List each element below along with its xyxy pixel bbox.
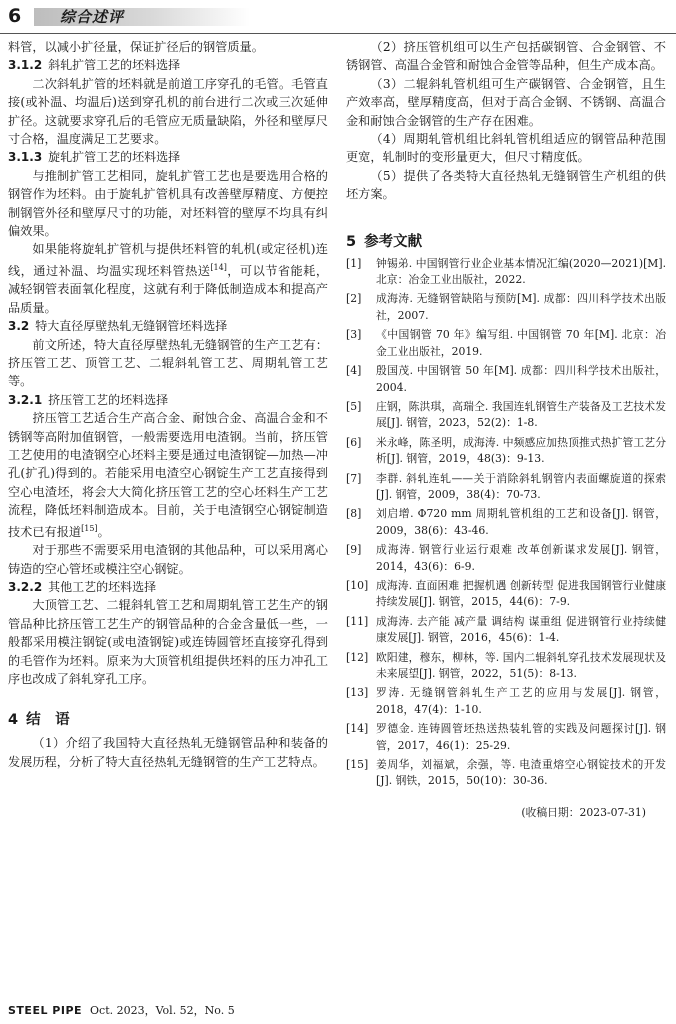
conclusion-1: （1）介绍了我国特大直径热轧无缝钢管品种和装备的发展历程，分析了特大直径热轧无缝钢管的生产工艺特点。 <box>8 736 328 769</box>
reference-text: 成海涛. 钢管行业运行艰难 改革创新谋求发展[J]. 钢管，2014，43(6)：6-9. <box>376 543 666 573</box>
reference-text: 罗德金. 连铸圆管坯热送热装轧管的实践及问题探讨[J]. 钢管，2017，46(1)：25-29. <box>376 722 666 752</box>
conclusion-3: （3）二辊斜轧管机组可生产碳钢管、合金钢管，且生产效率高，壁厚精度高，但对于高合金钢、不锈钢、高温合金和耐蚀合金钢管的生产存在困难。 <box>346 76 666 128</box>
section-title: 挤压管工艺的坯料选择 <box>48 392 169 407</box>
reference-number: [6] <box>346 435 362 449</box>
paragraph-intro: 料管，以减小扩径量，保证扩径后的钢管质量。 <box>8 40 264 54</box>
reference-item <box>346 506 666 539</box>
reference-item <box>346 327 666 360</box>
reference-number: [5] <box>346 399 362 413</box>
paragraph-3-1-2: 二次斜轧扩管的坯料就是前道工序穿孔的毛管。毛管直接(或补温、均温后)送到穿孔机的前台进行二次或三次延伸扩径。这就要求穿孔后的毛管应无质量缺陷，外径和壁厚尺寸合格，温度满足工艺要求。 <box>8 76 328 147</box>
heading-3-2 <box>8 317 328 335</box>
section-number: 3.2.2 <box>8 579 43 594</box>
issue-info: Oct. 2023，Vol. 52，No. 5 <box>90 1004 235 1017</box>
reference-item <box>346 291 666 324</box>
paragraph-3-2-2: 大顶管工艺、二辊斜轧管工艺和周期轧管工艺生产的钢管品种比挤压管工艺生产的钢管品种的合金含量低一些，一般都采用模注钢锭(或电渣钢锭)或连铸圆管坯直接穿孔得到的毛管作为坯料。原来为大顶管机组提供坯料的压力冲孔工序也改成了斜轧穿孔工序。 <box>8 598 328 686</box>
reference-number: [1] <box>346 256 362 270</box>
reference-item <box>346 542 666 575</box>
section-number: 3.2.1 <box>8 392 43 407</box>
heading-3-1-2 <box>8 56 328 74</box>
reference-text: 米永峰，陈圣明，成海涛. 中频感应加热顶推式热扩管工艺分析[J]. 钢管，2019，48(3)：9-13. <box>376 435 666 466</box>
reference-text: 李群. 斜轧连轧——关于消除斜轧钢管内表面螺旋道的探索[J]. 钢管，2009，38(4)：70-73. <box>376 471 666 501</box>
reference-item <box>346 578 666 611</box>
reference-text: 成海涛. 无缝钢管缺陷与预防[M]. 成都：四川科学技术出版社，2007. <box>376 292 666 322</box>
reference-number: [12] <box>346 650 369 664</box>
section-number: 3.1.3 <box>8 150 43 165</box>
reference-item <box>346 614 666 647</box>
reference-text: 欧阳建，穆东，柳林，等. 国内二辊斜轧穿孔技术发展现状及未来展望[J]. 钢管，2022，51(5)：8-13. <box>376 650 666 680</box>
section-label: 综合述评 <box>60 8 125 26</box>
header-rule <box>0 33 676 34</box>
page-header <box>0 0 676 34</box>
paragraph-3-2-1-a <box>8 409 328 541</box>
section-title: 其他工艺的坯料选择 <box>48 579 157 594</box>
section-number: 5 <box>346 233 357 250</box>
citation-14: [14] <box>210 262 227 272</box>
reference-text: 罗涛. 无缝钢管斜轧生产工艺的应用与发展[J]. 钢管，2018，47(4)：1-10. <box>376 686 666 716</box>
journal-name: STEEL PIPE <box>8 1004 83 1017</box>
text-run: 。 <box>97 524 110 539</box>
reference-item <box>346 256 666 289</box>
reference-text: 成海涛. 去产能 减产量 调结构 谋重组 促进钢管行业持续健康发展[J]. 钢管，2016，45(6)：1-4. <box>376 614 666 645</box>
reference-number: [7] <box>346 471 362 485</box>
reference-number: [10] <box>346 578 369 592</box>
reference-text: 庄钢，陈洪琪，高瑞仝. 我国连轧钢管生产装备及工艺技术发展[J]. 钢管，2023，52(2)：1-8. <box>376 399 666 430</box>
section-number: 3.1.2 <box>8 58 43 73</box>
reference-text: 殷国茂. 中国钢管 50 年[M]. 成都：四川科学技术出版社，2004. <box>376 364 666 394</box>
conclusion-5: （5）提供了各类特大直径热轧无缝钢管生产机组的供坯方案。 <box>346 168 666 202</box>
reference-item <box>346 399 666 432</box>
section-number: 3.2 <box>8 319 30 334</box>
section-number: 4 <box>8 712 19 729</box>
reference-text: 姜周华，刘福斌，余强，等. 电渣重熔空心钢锭技术的开发[J]. 钢铁，2015，50(10)：30-36. <box>376 758 666 788</box>
heading-5 <box>346 232 666 252</box>
reference-text: 成海涛. 直面困难 把握机遇 创新转型 促进我国钢管行业健康持续发展[J]. 钢管，2015，44(6)：7-9. <box>376 578 666 609</box>
conclusion-4: （4）周期轧管机组比斜轧管机组适应的钢管品种范围更宽，轧制时的变形量更大，但尺寸精度低。 <box>346 132 666 165</box>
reference-item <box>346 471 666 504</box>
reference-number: [11] <box>346 614 369 628</box>
reference-list <box>346 256 666 790</box>
section-title: 结 语 <box>26 712 70 729</box>
paragraph-3-1-3-a: 与推制扩管工艺相同，旋轧扩管工艺也是要选用合格的钢管作为坯料。由于旋轧扩管机具有改善壁厚精度、方便控制钢管外径和壁厚尺寸的功能，对坯料管的壁厚不均具有纠偏效果。 <box>8 168 328 239</box>
section-title: 参考文献 <box>364 233 423 250</box>
reference-text: 《中国钢管 70 年》编写组. 中国钢管 70 年[M]. 北京：冶金工业出版社，2019. <box>376 328 666 358</box>
reference-item <box>346 685 666 718</box>
reference-number: [14] <box>346 722 369 736</box>
conclusion-2: （2）挤压管机组可以生产包括碳钢管、合金钢管、不锈钢管、高温合金管和耐蚀合金管等品种，但生产成本高。 <box>346 40 666 73</box>
reference-number: [3] <box>346 328 362 342</box>
reference-number: [8] <box>346 507 362 521</box>
section-title: 旋轧扩管工艺的坯料选择 <box>48 150 181 165</box>
right-column <box>346 38 666 822</box>
reference-number: [9] <box>346 543 362 557</box>
heading-3-2-1 <box>8 391 328 409</box>
reference-item <box>346 757 666 790</box>
reference-number: [4] <box>346 364 362 378</box>
reference-number: [15] <box>346 758 369 772</box>
reference-number: [13] <box>346 686 369 700</box>
text-run: 如果能将旋轧扩管机与提供坯料管的轧机(或定径机)连线，通过补温、均温实现坯料管热送 <box>8 242 328 278</box>
reference-item <box>346 721 666 754</box>
reference-item <box>346 363 666 396</box>
heading-4 <box>8 710 328 730</box>
heading-3-1-3 <box>8 148 328 166</box>
page-number: 6 <box>8 5 22 27</box>
left-column <box>8 38 328 771</box>
paragraph-3-1-3-b <box>8 240 328 317</box>
reference-number: [2] <box>346 292 362 306</box>
reference-text: 刘启增. Φ720 mm 周期轧管机组的工艺和设备[J]. 钢管，2009，38(6)：43-46. <box>376 507 666 537</box>
section-title: 特大直径厚壁热轧无缝钢管坯料选择 <box>35 319 228 334</box>
reference-item <box>346 650 666 683</box>
paragraph-3-2-1-b: 对于那些不需要采用电渣钢的其他品种，可以采用离心铸造的空心管坯或模注空心钢锭。 <box>8 543 328 576</box>
reference-item <box>346 435 666 468</box>
paragraph-3-2: 前文所述，特大直径厚壁热轧无缝钢管的生产工艺有：挤压管工艺、顶管工艺、二辊斜轧管工艺、周期轧管工艺等。 <box>8 337 328 389</box>
received-date: (收稿日期：2023-07-31) <box>521 805 646 819</box>
reference-text: 钟锡弟. 中国钢管行业企业基本情况汇编(2020—2021)[M]. 北京：冶金工业出版社，2022. <box>376 256 666 287</box>
page-footer <box>8 1002 235 1018</box>
citation-15: [15] <box>81 523 98 533</box>
text-run: 挤压管工艺适合生产高合金、耐蚀合金、高温合金和不锈钢等高附加值钢管，一般需要选用电渣钢。当前，挤压管工艺使用的电渣钢空心坯料主要是通过电渣钢锭—加热—冲孔(扩孔)得到的。若能采用电渣空心钢锭生产工艺直接得到空心电渣坯，将会大大简化挤压管工艺的空心坯料生产工艺流程，降低坯料制造成本。目前，关于电渣钢空心钢锭制造技术已有报道 <box>8 411 328 539</box>
text-run: ，可以节省能耗，减轻钢管表面氧化程度，这就有利于降低制造成本和提高产品质量。 <box>8 263 329 315</box>
section-title: 斜轧扩管工艺的坯料选择 <box>48 58 181 73</box>
heading-3-2-2 <box>8 578 328 596</box>
